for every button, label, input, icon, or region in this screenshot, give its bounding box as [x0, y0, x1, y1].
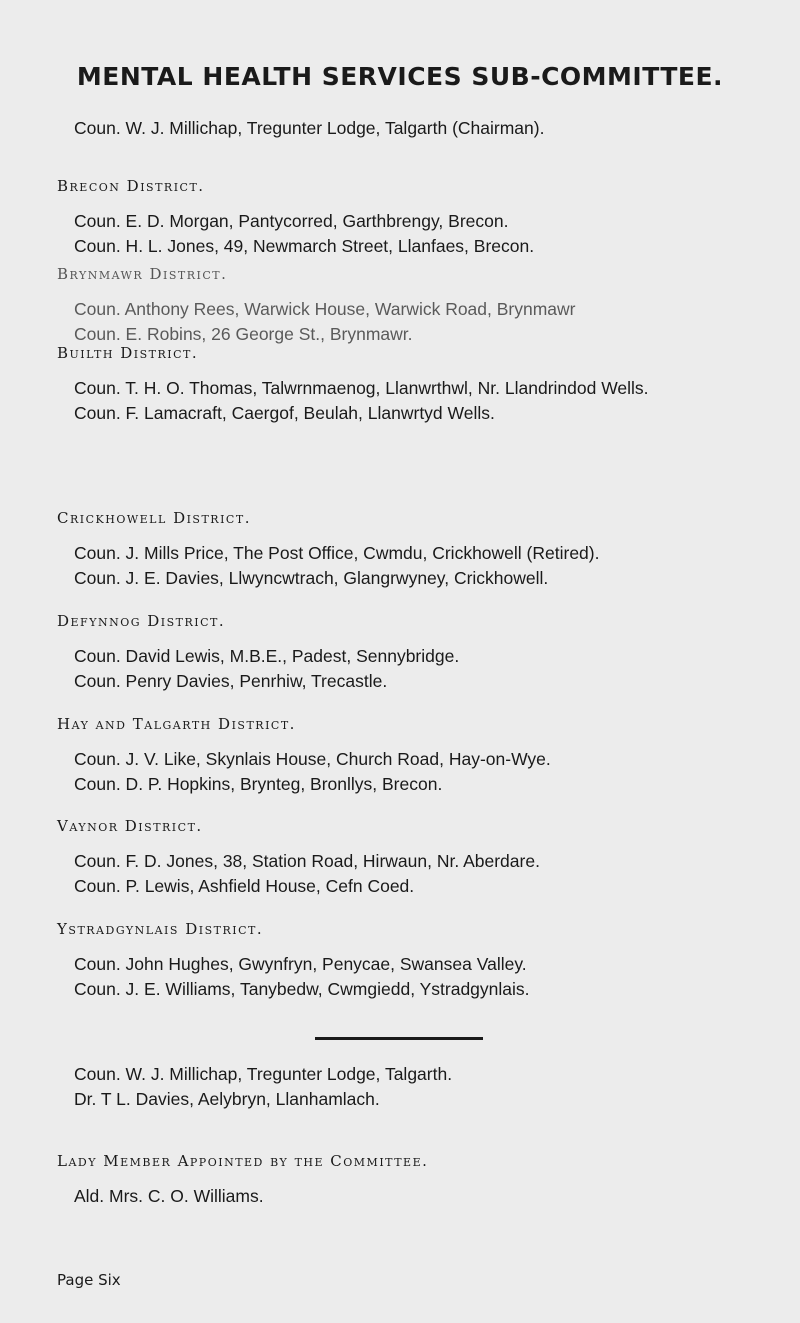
district-heading: Brecon District.: [57, 177, 205, 195]
district-defynnog: [57, 610, 787, 693]
member-entry: Coun. P. Lewis, Ashfield House, Cefn Coed.: [74, 876, 415, 896]
member-entry: Coun. J. V. Like, Skynlais House, Church Road, Hay-on-Wye.: [74, 749, 551, 769]
district-brecon: [57, 175, 787, 258]
member-entry: Coun. E. Robins, 26 George St., Brynmawr.: [74, 324, 413, 344]
member-entry: Coun. H. L. Jones, 49, Newmarch Street, Llanfaes, Brecon.: [74, 236, 535, 256]
lady-member-section: [57, 1150, 787, 1208]
member-entry: Coun. W. J. Millichap, Tregunter Lodge, Talgarth.: [74, 1064, 453, 1084]
district-heading: Hay and Talgarth District.: [57, 715, 296, 733]
district-vaynor: [57, 815, 787, 898]
district-crickhowell: [57, 507, 787, 590]
district-heading: Defynnog District.: [57, 612, 226, 630]
district-heading: Vaynor District.: [57, 817, 203, 835]
district-heading: Builth District.: [57, 344, 199, 362]
member-entry: Dr. T L. Davies, Aelybryn, Llanhamlach.: [74, 1089, 380, 1109]
chairman-entry: Coun. W. J. Millichap, Tregunter Lodge, Talgarth (Chairman).: [74, 118, 545, 138]
district-heading: Brynmawr District.: [57, 265, 228, 283]
member-entry: Coun. J. Mills Price, The Post Office, Cwmdu, Crickhowell (Retired).: [74, 543, 600, 563]
member-entry: Coun. J. E. Davies, Llwyncwtrach, Glangrwyney, Crickhowell.: [74, 568, 549, 588]
member-entry: Coun. Penry Davies, Penrhiw, Trecastle.: [74, 671, 388, 691]
member-entry: Coun. F. D. Jones, 38, Station Road, Hirwaun, Nr. Aberdare.: [74, 851, 540, 871]
lady-member-heading: Lady Member Appointed by the Committee.: [57, 1152, 429, 1170]
member-entry: Coun. F. Lamacraft, Caergof, Beulah, Llanwrtyd Wells.: [74, 403, 495, 423]
district-ystradgynlais: [57, 918, 787, 1001]
member-entry: Coun. John Hughes, Gwynfryn, Penycae, Swansea Valley.: [74, 954, 527, 974]
district-brynmawr: [57, 263, 787, 346]
district-hay-and-talgarth: [57, 713, 787, 796]
page-number: Page Six: [57, 1271, 121, 1289]
district-heading: Crickhowell District.: [57, 509, 251, 527]
district-builth: [57, 342, 787, 425]
member-entry: Coun. T. H. O. Thomas, Talwrnmaenog, Llanwrthwl, Nr. Llandrindod Wells.: [74, 378, 649, 398]
member-entry: Ald. Mrs. C. O. Williams.: [74, 1186, 264, 1206]
district-heading: Ystradgynlais District.: [57, 920, 264, 938]
member-entry: Coun. Anthony Rees, Warwick House, Warwick Road, Brynmawr: [74, 299, 576, 319]
page-title: MENTAL HEALTH SERVICES SUB-COMMITTEE.: [76, 62, 724, 91]
section-divider: [315, 1037, 483, 1040]
member-entry: Coun. J. E. Williams, Tanybedw, Cwmgiedd, Ystradgynlais.: [74, 979, 530, 999]
member-entry: Coun. David Lewis, M.B.E., Padest, Sennybridge.: [74, 646, 460, 666]
member-entry: Coun. E. D. Morgan, Pantycorred, Garthbrengy, Brecon.: [74, 211, 509, 231]
member-entry: Coun. D. P. Hopkins, Brynteg, Bronllys, Brecon.: [74, 774, 443, 794]
additional-members: [57, 1050, 787, 1111]
